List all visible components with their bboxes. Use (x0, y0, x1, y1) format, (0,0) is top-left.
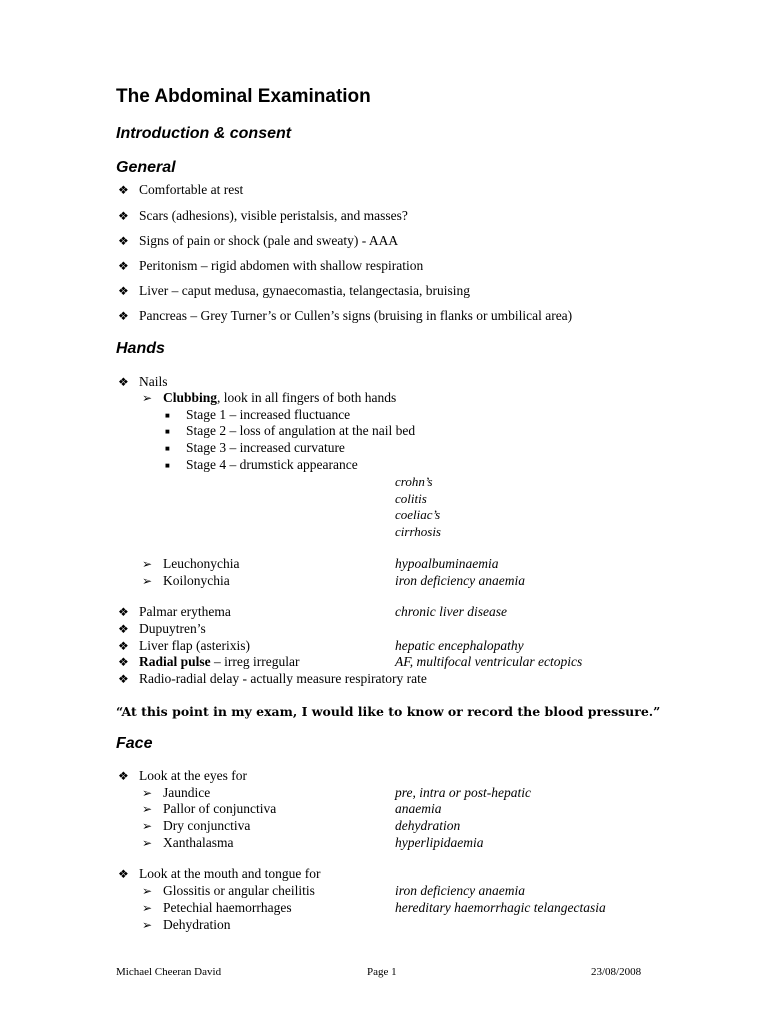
document-page: The Abdominal Examination Introduction & consent General ❖ Comfortable at rest ❖ Scars (adhesions), visible peristalsis, and masses? ❖ Signs of pain or shock (pale and sweaty) - AAA ❖ Peritonism – rigid abdomen with shallow respiration ❖ Liver – caput medusa, gynaecomastia, telangectasia, bruising ❖ Pancreas – Grey Turner’s or Cullen’s signs (bruising in flanks or umbilical area) Hands ❖ Nails ➢ Clubbing, look in all fingers of both hands ■ Stage 1 – increased fluctuance ■ Stage 2 – loss of angulation at the nail bed ■ Stage 3 – increased curvature ■ Stage 4 – drumstick appearance crohn’s colitis coeliac’s cirrhosis ➢ Leuchonychia hypoalbuminaemia ➢ Koilonychia iron deficiency anaemia ❖ Palmar erythema chronic liver disease ❖ Dupuytren’s ❖ Liver flap (asterixis) hepatic encephalopathy ❖ Radial pulse – irreg irregular AF, multifocal ventricular ectopics ❖ Radio-radial delay - actually measure respiratory rate “At this point in my exam, I would like to know or record the blood pressure.” Face ❖ Look at the eyes for ➢ Jaundice pre, intra or post-hepatic ➢ Pallor of conjunctiva anaemia ➢ Dry conjunctiva dehydration ➢ Xanthalasma hyperlipidaemia ❖ Look at the mouth and tongue for ➢ Glossitis or angular cheilitis iron deficiency anaemia ➢ Petechial haemorrhages hereditary haemorrhagic telangectasia ➢ Dehydration Michael Cheeran David Page 1 23/08/2008 (116, 86, 661, 978)
diamond-bullet-icon: ❖ (118, 769, 129, 783)
arrow-bullet-icon: ➢ (142, 819, 153, 833)
diamond-bullet-icon: ❖ (118, 605, 129, 619)
footer-page-number: Page 1 (367, 966, 397, 978)
section-heading-intro: Introduction & consent (116, 125, 292, 142)
section-heading-hands: Hands (116, 340, 165, 357)
square-bullet-icon: ■ (165, 444, 170, 453)
footer-author: Michael Cheeran David (116, 966, 222, 978)
square-bullet-icon: ■ (165, 411, 170, 420)
arrow-bullet-icon: ➢ (142, 884, 153, 898)
diamond-bullet-icon: ❖ (118, 639, 129, 653)
diamond-bullet-icon: ❖ (118, 284, 129, 298)
square-bullet-icon: ■ (165, 427, 170, 436)
diamond-bullet-icon: ❖ (118, 375, 129, 389)
footer-date: 23/08/2008 (591, 966, 642, 978)
square-bullet-icon: ■ (165, 461, 170, 470)
diamond-bullet-icon: ❖ (118, 309, 129, 323)
arrow-bullet-icon: ➢ (142, 574, 153, 588)
diamond-bullet-icon: ❖ (118, 672, 129, 686)
arrow-bullet-icon: ➢ (142, 901, 153, 915)
diamond-bullet-icon: ❖ (118, 655, 129, 669)
diamond-bullet-icon: ❖ (118, 183, 129, 197)
diamond-bullet-icon: ❖ (118, 622, 129, 636)
diamond-bullet-icon: ❖ (118, 209, 129, 223)
blood-pressure-quote: “At this point in my exam, I would like to know or record the blood pressure.” (116, 704, 661, 719)
arrow-bullet-icon: ➢ (142, 786, 153, 800)
arrow-bullet-icon: ➢ (142, 557, 153, 571)
arrow-bullet-icon: ➢ (142, 802, 153, 816)
document-title: The Abdominal Examination (116, 86, 371, 107)
diamond-bullet-icon: ❖ (118, 867, 129, 881)
arrow-bullet-icon: ➢ (142, 918, 153, 932)
diamond-bullet-icon: ❖ (118, 259, 129, 273)
diamond-bullet-icon: ❖ (118, 234, 129, 248)
section-heading-face: Face (116, 735, 153, 752)
section-heading-general: General (116, 159, 176, 176)
arrow-bullet-icon: ➢ (142, 391, 153, 405)
arrow-bullet-icon: ➢ (142, 836, 153, 850)
